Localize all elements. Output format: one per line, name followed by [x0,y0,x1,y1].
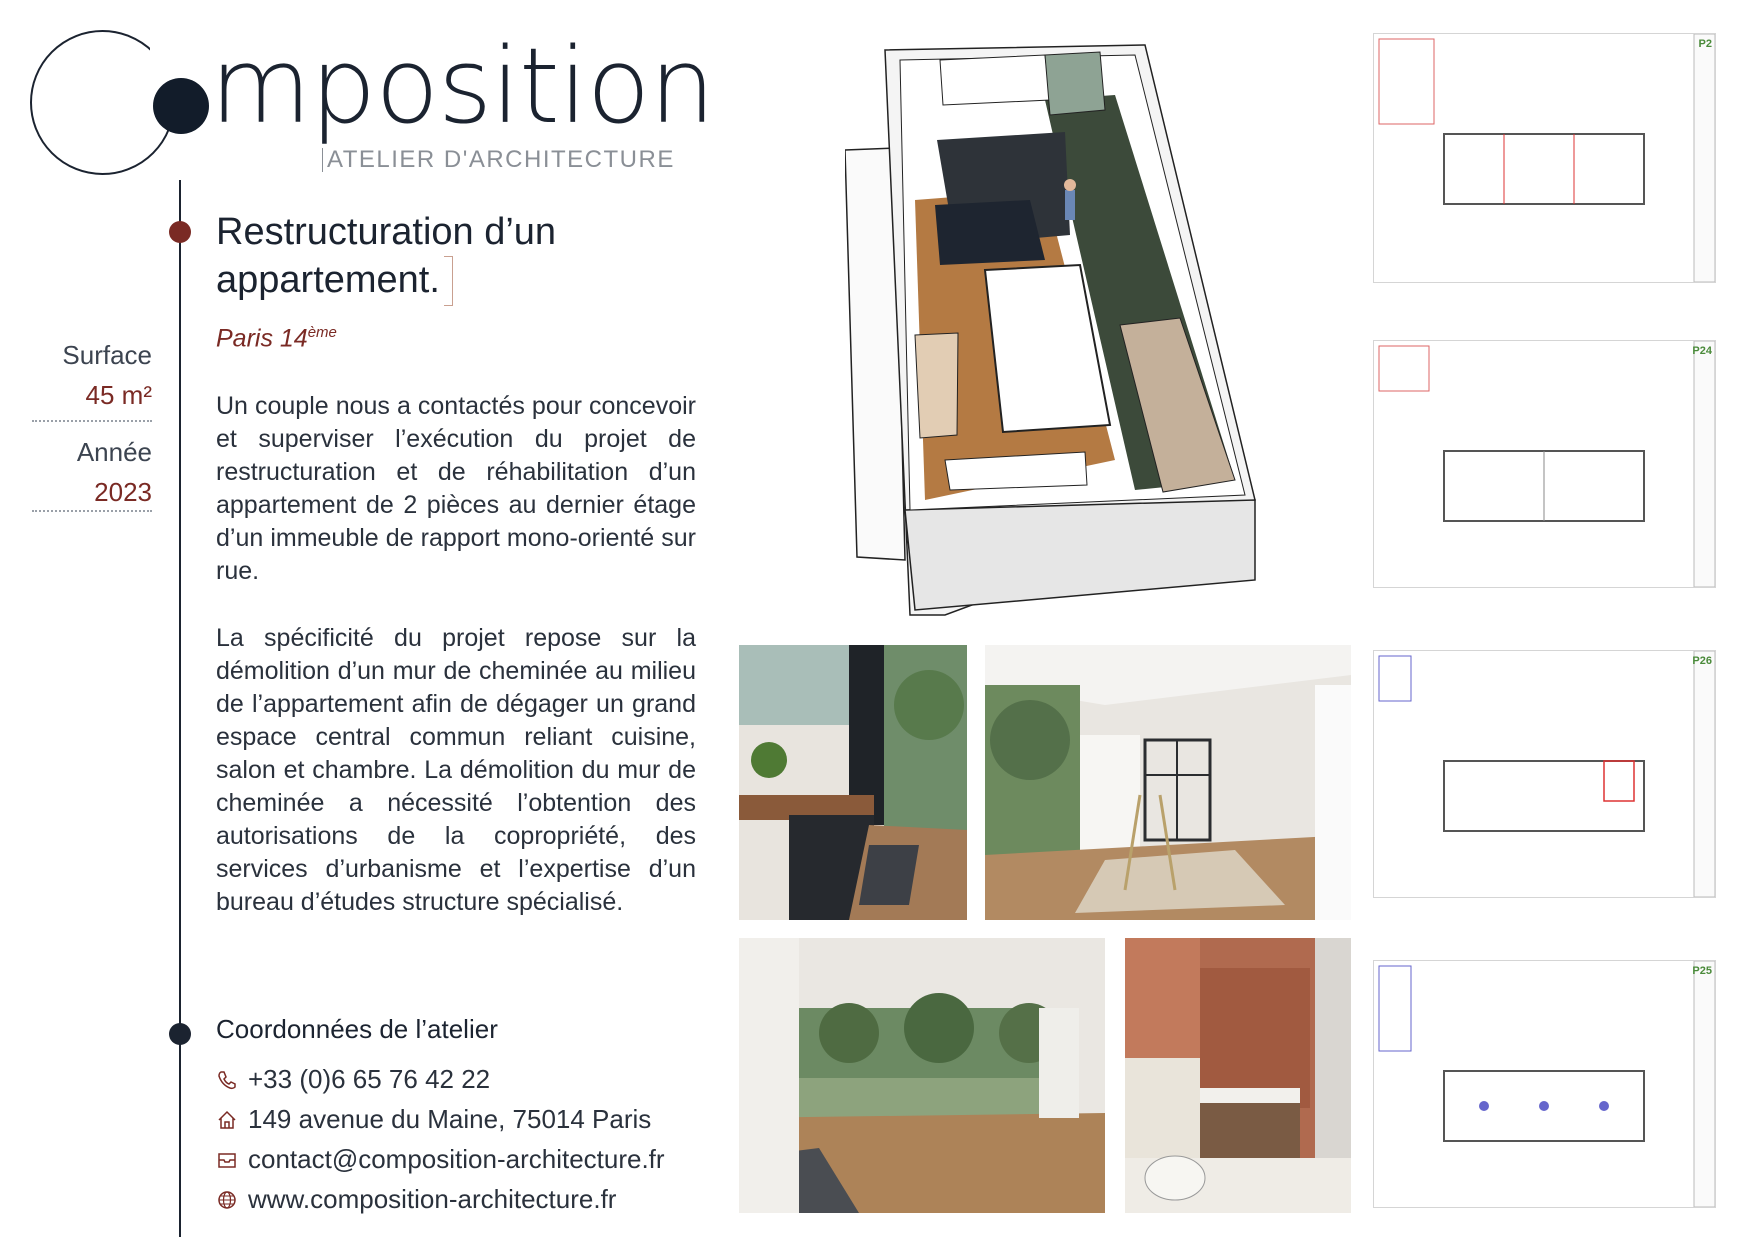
3d-model-render [845,40,1265,620]
logo-dot [153,78,209,134]
description-paragraph-2: La spécificité du projet repose sur la démolition d’un mur de cheminée au milieu de l’appartement afin de dégager un grand espace central commun reliant cuisine, salon et chambre. La démolition du mur de cheminée a nécessité l’obtention des autorisations de la copropriété, des services d’urbanisme et l’expertise d’un bureau d’études structure spécialisé. [216,624,696,916]
photo-mural-wall [739,938,1105,1213]
timeline-dot-contact [169,1023,191,1045]
description-paragraph-1: Un couple nous a contactés pour concevoir et superviser l’exécution du projet de restructuration et de réhabilitation d’un appartement de 2 pièces au dernier étage d’un immeuble de rapport mono-orienté sur rue. [216,392,696,585]
divider [32,510,152,512]
plan-sheet [1373,340,1716,588]
divider [32,420,152,422]
plan-sheet-number: P24 [1692,345,1712,357]
mail-icon [216,1149,238,1171]
photo-kitchen [739,645,967,920]
project-title-line2: appartement. [216,259,440,301]
phone-icon [216,1069,238,1091]
surface-value: 45 m² [85,380,152,410]
year-value: 2023 [94,477,152,507]
contact-website[interactable]: www.composition-architecture.fr [216,1184,616,1215]
timeline-line [179,180,181,1237]
title-bracket [444,256,453,306]
home-icon [216,1109,238,1131]
contact-address: 149 avenue du Maine, 75014 Paris [216,1104,651,1135]
surface-label: Surface [62,340,152,370]
contact-email[interactable]: contact@composition-architecture.fr [216,1144,665,1175]
project-title-line1: Restructuration d’un [216,211,557,253]
photo-bathroom [1125,938,1351,1213]
plan-sheet [1373,33,1716,283]
plan-sheet-number: P25 [1692,965,1712,977]
project-location: Paris 14ème [216,324,337,353]
project-title [216,208,636,304]
contact-phone[interactable]: +33 (0)6 65 76 42 22 [216,1064,490,1095]
year-label: Année [76,437,152,467]
contact-heading: Coordonnées de l’atelier [216,1014,498,1044]
plan-sheet-number: P2 [1698,38,1712,50]
plan-sheet-number: P26 [1692,655,1712,667]
plan-sheet [1373,960,1716,1208]
logo-wordmark: mposition [210,25,715,147]
photo-living-room [985,645,1351,920]
timeline-dot-project [169,221,191,243]
logo-subtitle: ATELIER D'ARCHITECTURE [322,148,675,172]
plan-sheet [1373,650,1716,898]
globe-icon [216,1189,238,1211]
